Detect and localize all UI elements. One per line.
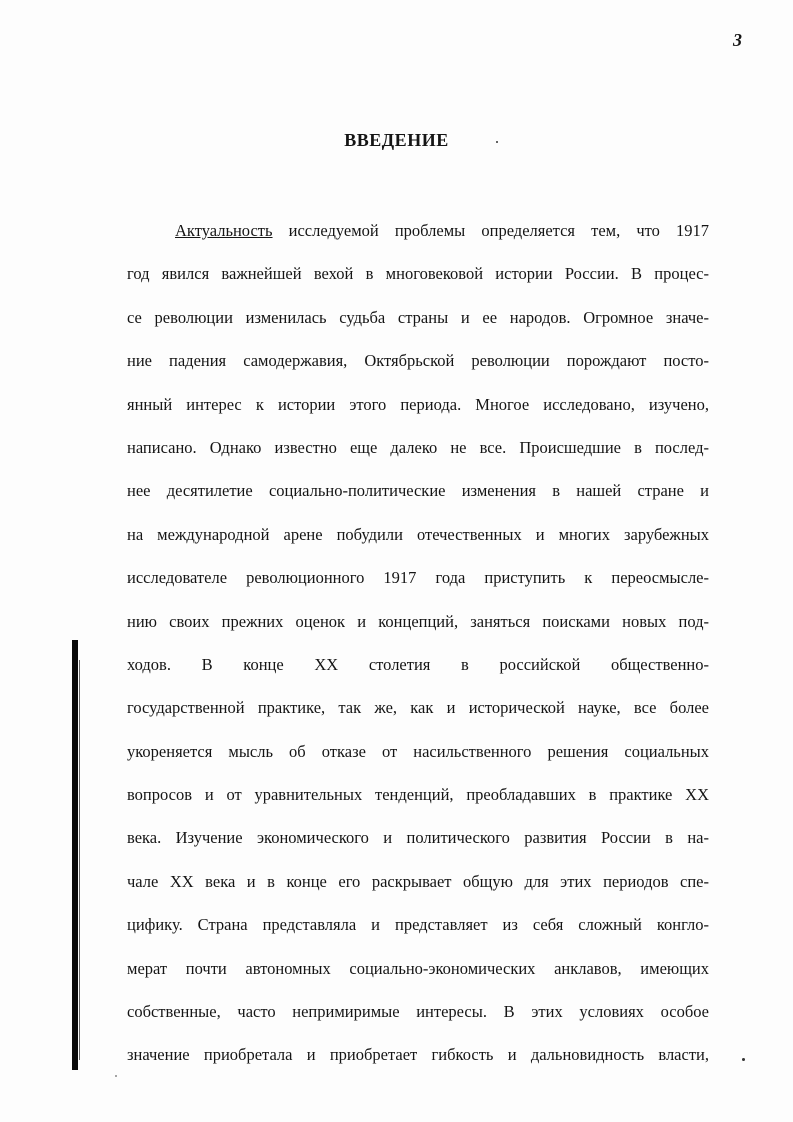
scan-binding-shadow	[72, 640, 78, 1070]
text-line: вопросов и от уравнительных тенденций, преобладавших в практике XX	[127, 785, 709, 805]
text-line: нее десятилетие социально-политические изменения в нашей стране и	[127, 481, 709, 501]
text-line: ходов. В конце XX столетия в российской общественно-	[127, 654, 709, 674]
text-line: государственной практике, так же, как и исторической науке, все более	[127, 698, 709, 718]
text-line: собственные, часто непримиримые интересы. В этих условиях особое	[127, 1002, 709, 1022]
text-line: мерат почти автономных социально-экономических анклавов, имеющих	[127, 958, 709, 978]
text-line-rest: исследуемой проблемы определяется тем, что 1917	[272, 221, 709, 240]
scan-binding-edge	[79, 660, 80, 1060]
text-line	[127, 216, 709, 259]
text-line: написано. Однако известно еще далеко не все. Происшедшие в послед-	[127, 437, 709, 457]
body-text	[127, 216, 709, 1084]
text-line: исследователе революционного 1917 года приступить к переосмысле-	[127, 568, 709, 588]
text-line: чале XX века и в конце его раскрывает общую для этих периодов спе-	[127, 871, 709, 891]
scan-speck	[115, 1075, 117, 1077]
text-line: на международной арене побудили отечественных и многих зарубежных	[127, 524, 709, 544]
text-line: цифику. Страна представляла и представляет из себя сложный конгло-	[127, 915, 709, 935]
text-line: укореняется мысль об отказе от насильственного решения социальных	[127, 741, 709, 761]
page-number: 3	[733, 30, 742, 50]
underlined-term: Актуальность	[175, 221, 273, 240]
text-line: янный интерес к истории этого периода. Многое исследовано, изучено,	[127, 394, 709, 414]
text-line: нию своих прежних оценок и концепций, заняться поисками новых под-	[127, 611, 709, 631]
text-line: год явился важнейшей вехой в многовековой истории России. В процес-	[127, 264, 709, 284]
text-line: ние падения самодержавия, Октябрьской революции порождают посто-	[127, 351, 709, 371]
text-line: века. Изучение экономического и политического развития России в на-	[127, 828, 709, 848]
text-line: значение приобретала и приобретает гибкость и дальновидность власти,	[127, 1045, 709, 1065]
scan-speck	[742, 1058, 745, 1061]
text-line: се революции изменилась судьба страны и ее народов. Огромное значе-	[127, 307, 709, 327]
section-title: ВВЕДЕНИЕ	[344, 130, 449, 150]
scan-speck	[496, 141, 498, 143]
